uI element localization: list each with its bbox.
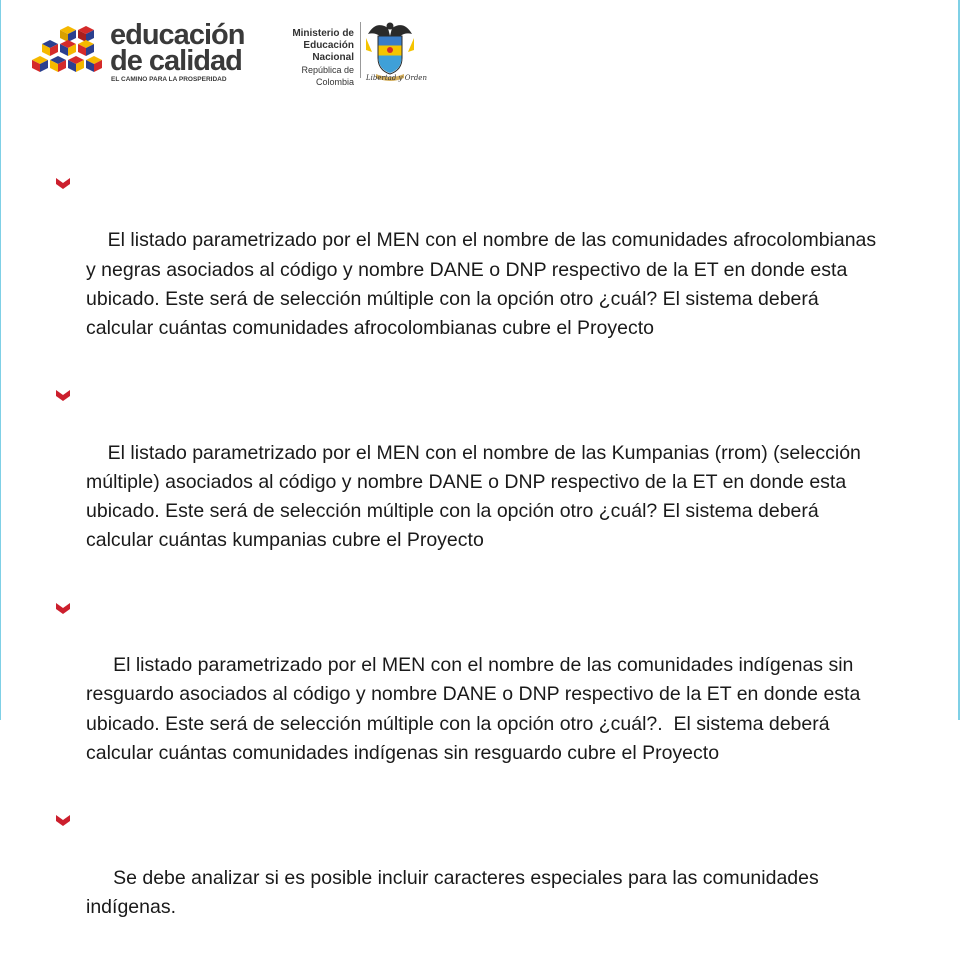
list-item-text: El listado parametrizado por el MEN con el nombre de las comunidades afrocolombianas y negras asociados al código y nombre DANE o DNP respectivo de la ET en donde esta ubicado. Este será de selección múltiple con la opción otro ¿cuál? El sistema deberá calcular cuántas comunidades afrocolombianas cubre el Proyecto [86,229,882,340]
check-chevron-icon [56,602,70,614]
list-item-text: Se debe analizar si es posible incluir caracteres especiales para las comunidades indígenas. [86,866,825,918]
ministry-logo-text [262,28,354,88]
check-chevron-icon [56,177,70,189]
list-item [52,380,882,584]
list-item [52,593,882,797]
brand-tagline: EL CAMINO PARA LA PROSPERIDAD [111,76,227,83]
check-chevron-icon [56,389,70,401]
bullet-list [52,168,882,959]
brand-line-2: de calidad [110,45,242,77]
check-chevron-icon [56,814,70,826]
national-motto: Libertad y Orden [366,74,427,82]
ministry-line-2: Educación Nacional [303,40,354,63]
list-item [52,805,882,951]
educacion-de-calidad-logo [30,20,250,88]
list-item-text: El listado parametrizado por el MEN con el nombre de las Kumpanias (rrom) (selección múltiple) asociados al código y nombre DANE o DNP respectivo de la ET en donde esta ubicado. Este será de selección múltiple con la opción otro ¿cuál? El sistema deberá calcular cuántas kumpanias cubre el Proyecto [86,441,867,552]
slide-left-edge [0,0,1,720]
ministry-line-1: Ministerio de [292,28,354,39]
list-item-text: El listado parametrizado por el MEN con el nombre de las comunidades indígenas sin resguardo asociados al código y nombre DANE o DNP respectivo de la ET en donde esta ubicado. Este será de selección múltiple con la opción otro ¿cuál?. El sistema deberá calcular cuántas comunidades indígenas sin resguardo cubre el Proyecto [86,654,866,764]
brand-line-1: educación [110,19,245,51]
logo-divider [360,22,361,78]
list-item [52,168,882,372]
ministry-line-3: República de Colombia [301,65,354,87]
cubes-logo-icon [30,26,106,84]
